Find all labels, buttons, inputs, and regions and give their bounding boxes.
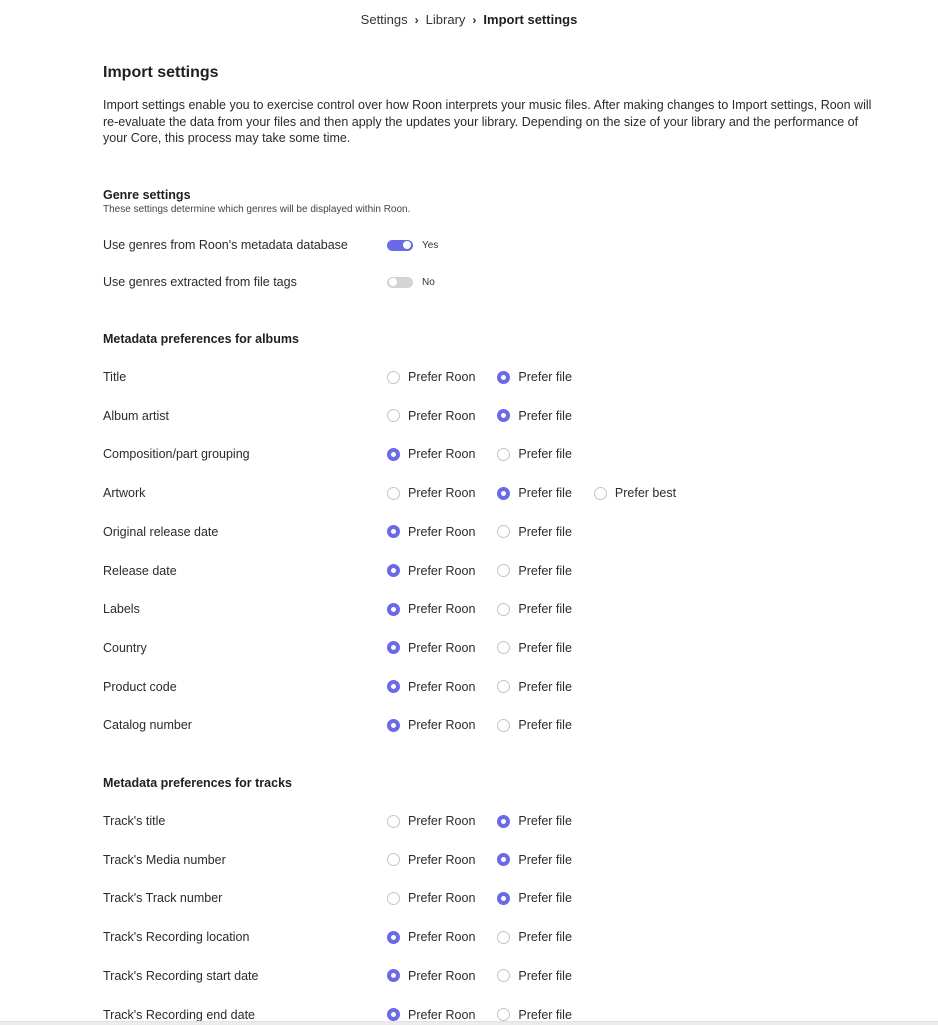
- radio-option-prefer-file[interactable]: [497, 680, 572, 694]
- radio-unselected-icon[interactable]: [387, 853, 400, 866]
- radio-label: Prefer file: [518, 447, 572, 462]
- toggle-knob: [403, 241, 411, 249]
- albums-row-album-artist: [103, 405, 873, 427]
- radio-label: Prefer file: [518, 524, 572, 539]
- albums-row-release-date: [103, 560, 873, 582]
- radio-label: Prefer Roon: [408, 602, 476, 617]
- radio-group: [387, 969, 594, 983]
- radio-selected-icon[interactable]: [387, 969, 400, 982]
- radio-label: Prefer file: [518, 563, 572, 578]
- radio-option-prefer-roon[interactable]: [387, 409, 475, 423]
- radio-label: Prefer Roon: [408, 524, 476, 539]
- setting-label: Release date: [103, 563, 177, 578]
- breadcrumb-current: Import settings: [483, 12, 578, 27]
- radio-selected-icon[interactable]: [387, 641, 400, 654]
- radio-option-prefer-file[interactable]: [497, 853, 572, 867]
- radio-option-prefer-roon[interactable]: [387, 718, 475, 732]
- albums-row-artwork: [103, 482, 873, 504]
- radio-unselected-icon[interactable]: [497, 969, 510, 982]
- radio-group: [387, 409, 594, 423]
- radio-unselected-icon[interactable]: [387, 409, 400, 422]
- radio-label: Prefer file: [518, 370, 572, 384]
- radio-label: Prefer file: [518, 930, 572, 945]
- setting-label: Use genres from Roon's metadata database: [103, 238, 348, 252]
- albums-row-title: [103, 366, 873, 388]
- radio-label: Prefer Roon: [408, 370, 476, 384]
- radio-option-prefer-file[interactable]: [497, 1008, 572, 1022]
- radio-option-prefer-file[interactable]: [497, 370, 572, 384]
- radio-group: [387, 447, 594, 461]
- setting-label: Track's title: [103, 814, 166, 828]
- toggle-switch[interactable]: [387, 277, 435, 288]
- radio-label: Prefer Roon: [408, 563, 476, 578]
- albums-row-labels: [103, 598, 873, 620]
- bottom-scroll-edge: [0, 1021, 938, 1025]
- radio-unselected-icon[interactable]: [497, 564, 510, 577]
- breadcrumb: [0, 12, 938, 27]
- radio-label: Prefer file: [518, 640, 572, 655]
- setting-label: Track's Recording end date: [103, 1007, 256, 1022]
- radio-group: [387, 525, 594, 539]
- radio-selected-icon[interactable]: [387, 719, 400, 732]
- radio-label: Prefer file: [518, 486, 572, 501]
- setting-label: Labels: [103, 602, 140, 617]
- radio-label: Prefer file: [518, 718, 572, 733]
- radio-label: Prefer file: [518, 968, 572, 983]
- radio-label: Prefer file: [518, 852, 572, 867]
- setting-label: Album artist: [103, 408, 169, 423]
- albums-row-country: [103, 637, 873, 659]
- albums-row-composition-part-grouping: [103, 443, 873, 465]
- radio-option-prefer-roon[interactable]: [387, 370, 475, 384]
- setting-label: Artwork: [103, 486, 146, 501]
- radio-label: Prefer Roon: [408, 1007, 476, 1022]
- radio-group: [387, 370, 594, 384]
- genre-section-subtitle: These settings determine which genres will be displayed within Roon.: [103, 204, 411, 215]
- radio-unselected-icon[interactable]: [387, 487, 400, 500]
- chevron-right-icon: ›: [414, 12, 419, 27]
- toggle-switch[interactable]: [387, 240, 438, 251]
- page-intro: Import settings enable you to exercise control over how Roon interprets your music files. After making changes to Import settings, Roon will re-evaluate the data from your files and then apply the updates your library. Depending on the size of your library and the performance of your Core, this process may take some time.: [103, 98, 872, 145]
- radio-group: [387, 718, 594, 732]
- radio-label: Prefer Roon: [408, 447, 476, 462]
- radio-unselected-icon[interactable]: [497, 680, 510, 693]
- radio-label: Prefer Roon: [408, 640, 476, 655]
- setting-label: Track's Recording start date: [103, 968, 259, 983]
- radio-label: Prefer best: [614, 486, 677, 501]
- tracks-row-track-s-recording-start-date: [103, 965, 873, 987]
- radio-option-prefer-roon[interactable]: [387, 447, 475, 461]
- tracks-row-track-s-recording-location: [103, 926, 873, 948]
- breadcrumb-library[interactable]: Library: [425, 12, 466, 27]
- radio-unselected-icon[interactable]: [497, 931, 510, 944]
- radio-selected-icon[interactable]: [387, 564, 400, 577]
- radio-unselected-icon[interactable]: [497, 525, 510, 538]
- radio-option-prefer-best[interactable]: [594, 486, 676, 500]
- radio-label: Prefer file: [518, 602, 572, 617]
- radio-label: Prefer file: [518, 679, 572, 694]
- radio-group: [387, 853, 594, 867]
- radio-selected-icon[interactable]: [387, 448, 400, 461]
- genre-section-title: Genre settings: [103, 188, 191, 202]
- radio-option-prefer-roon[interactable]: [387, 853, 475, 867]
- radio-option-prefer-file[interactable]: [497, 525, 572, 539]
- radio-option-prefer-file[interactable]: [497, 930, 572, 944]
- radio-selected-icon[interactable]: [497, 371, 510, 384]
- radio-unselected-icon[interactable]: [497, 603, 510, 616]
- tracks-row-track-s-track-number: [103, 887, 873, 909]
- radio-option-prefer-roon[interactable]: [387, 602, 475, 616]
- radio-option-prefer-file[interactable]: [497, 486, 572, 500]
- toggle-value: No: [422, 276, 435, 288]
- setting-label: Catalog number: [103, 718, 192, 733]
- radio-label: Prefer file: [518, 891, 572, 906]
- radio-selected-icon[interactable]: [497, 409, 510, 422]
- setting-label: Composition/part grouping: [103, 447, 250, 462]
- radio-option-prefer-file[interactable]: [497, 447, 572, 461]
- setting-label: Title: [103, 370, 127, 384]
- radio-selected-icon[interactable]: [387, 525, 400, 538]
- radio-unselected-icon[interactable]: [594, 487, 607, 500]
- radio-group: [387, 641, 594, 655]
- radio-group: [387, 930, 594, 944]
- radio-label: Prefer Roon: [408, 718, 476, 733]
- radio-option-prefer-roon[interactable]: [387, 641, 475, 655]
- radio-option-prefer-file[interactable]: [497, 602, 572, 616]
- radio-option-prefer-file[interactable]: [497, 409, 572, 423]
- radio-group: [387, 1008, 594, 1022]
- radio-option-prefer-roon[interactable]: [387, 680, 475, 694]
- albums-row-product-code: [103, 676, 873, 698]
- radio-unselected-icon[interactable]: [497, 641, 510, 654]
- radio-unselected-icon[interactable]: [387, 371, 400, 384]
- radio-selected-icon[interactable]: [497, 487, 510, 500]
- radio-group: [387, 814, 594, 828]
- radio-unselected-icon[interactable]: [497, 448, 510, 461]
- setting-label: Country: [103, 640, 147, 655]
- radio-label: Prefer Roon: [408, 679, 476, 694]
- tracks-section-title: Metadata preferences for tracks: [103, 776, 292, 790]
- radio-unselected-icon[interactable]: [497, 1008, 510, 1021]
- radio-option-prefer-roon[interactable]: [387, 969, 475, 983]
- radio-group: [387, 602, 594, 616]
- radio-label: Prefer file: [518, 814, 572, 828]
- radio-group: [387, 564, 594, 578]
- radio-option-prefer-roon[interactable]: [387, 525, 475, 539]
- toggle-track[interactable]: [387, 240, 413, 251]
- radio-option-prefer-file[interactable]: [497, 641, 572, 655]
- radio-unselected-icon[interactable]: [387, 815, 400, 828]
- radio-label: Prefer Roon: [408, 968, 476, 983]
- toggle-value: Yes: [422, 239, 439, 251]
- radio-selected-icon[interactable]: [497, 892, 510, 905]
- toggle-track[interactable]: [387, 277, 413, 288]
- albums-section-title: Metadata preferences for albums: [103, 332, 299, 346]
- radio-selected-icon[interactable]: [387, 603, 400, 616]
- radio-label: Prefer Roon: [408, 891, 476, 906]
- radio-selected-icon[interactable]: [387, 680, 400, 693]
- radio-label: Prefer Roon: [408, 814, 476, 828]
- radio-label: Prefer Roon: [408, 486, 476, 501]
- setting-label: Track's Media number: [103, 852, 226, 867]
- albums-row-catalog-number: [103, 714, 873, 736]
- radio-option-prefer-file[interactable]: [497, 718, 572, 732]
- chevron-right-icon: ›: [472, 12, 477, 27]
- radio-label: Prefer Roon: [408, 852, 476, 867]
- radio-unselected-icon[interactable]: [497, 719, 510, 732]
- setting-label: Track's Recording location: [103, 930, 250, 945]
- radio-option-prefer-file[interactable]: [497, 564, 572, 578]
- radio-group: [387, 680, 594, 694]
- radio-option-prefer-file[interactable]: [497, 891, 572, 905]
- breadcrumb-settings[interactable]: Settings: [360, 12, 408, 27]
- page-title: Import settings: [103, 64, 219, 81]
- radio-group: [387, 486, 698, 500]
- radio-option-prefer-roon[interactable]: [387, 891, 475, 905]
- radio-selected-icon[interactable]: [387, 931, 400, 944]
- radio-option-prefer-roon[interactable]: [387, 814, 475, 828]
- setting-label: Product code: [103, 679, 177, 694]
- radio-label: Prefer Roon: [408, 408, 476, 423]
- radio-label: Prefer file: [518, 408, 572, 423]
- albums-row-original-release-date: [103, 521, 873, 543]
- radio-unselected-icon[interactable]: [387, 892, 400, 905]
- radio-selected-icon[interactable]: [497, 815, 510, 828]
- radio-option-prefer-file[interactable]: [497, 814, 572, 828]
- setting-label: Original release date: [103, 524, 219, 539]
- radio-group: [387, 891, 594, 905]
- radio-option-prefer-roon[interactable]: [387, 930, 475, 944]
- genre-row-use-genres-from-roon-s-metadata-database: [103, 234, 873, 256]
- genre-row-use-genres-extracted-from-file-tags: [103, 271, 873, 293]
- radio-selected-icon[interactable]: [497, 853, 510, 866]
- tracks-row-track-s-media-number: [103, 849, 873, 871]
- setting-label: Track's Track number: [103, 891, 223, 906]
- toggle-knob: [389, 278, 397, 286]
- radio-option-prefer-roon[interactable]: [387, 486, 475, 500]
- radio-option-prefer-file[interactable]: [497, 969, 572, 983]
- radio-selected-icon[interactable]: [387, 1008, 400, 1021]
- radio-label: Prefer file: [518, 1007, 572, 1022]
- setting-label: Use genres extracted from file tags: [103, 275, 297, 289]
- radio-label: Prefer Roon: [408, 930, 476, 945]
- radio-option-prefer-roon[interactable]: [387, 1008, 475, 1022]
- tracks-row-track-s-title: [103, 810, 873, 832]
- radio-option-prefer-roon[interactable]: [387, 564, 475, 578]
